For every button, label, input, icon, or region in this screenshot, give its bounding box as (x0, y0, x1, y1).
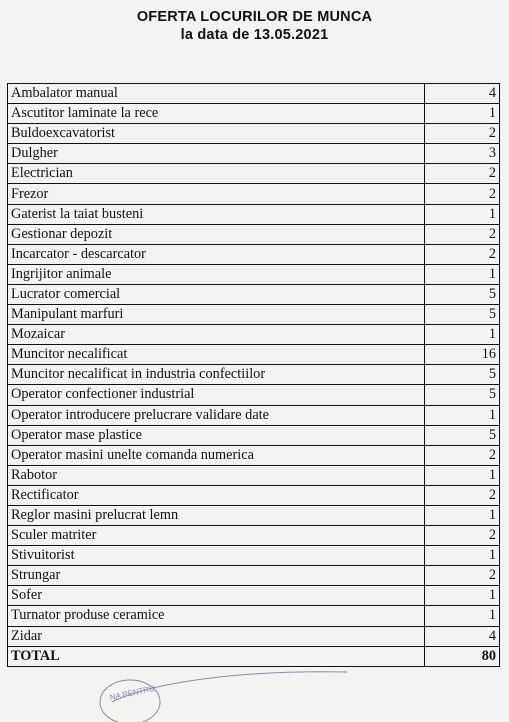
page-title: OFERTA LOCURILOR DE MUNCA (136, 9, 373, 25)
occupation-cell: Turnator produse ceramice (8, 606, 425, 626)
count-cell: 4 (425, 626, 500, 646)
occupation-cell: Zidar (8, 626, 425, 646)
table-row (8, 104, 500, 124)
count-cell: 2 (425, 566, 500, 586)
occupation-cell: Muncitor necalificat in industria confectiilor (8, 365, 425, 385)
table-row (8, 385, 500, 405)
count-cell: 1 (425, 104, 500, 124)
occupation-cell: Sculer matriter (8, 526, 425, 546)
table-row (8, 626, 500, 646)
stamp-seal (92, 662, 352, 722)
occupation-cell: Mozaicar (8, 325, 425, 345)
count-cell: 1 (425, 465, 500, 485)
occupation-cell: Dulgher (8, 144, 425, 164)
count-cell: 1 (425, 264, 500, 284)
table-row (8, 485, 500, 505)
occupation-cell: Ingrijitor animale (8, 264, 425, 284)
count-cell: 5 (425, 365, 500, 385)
count-cell: 5 (425, 284, 500, 304)
occupation-cell: Ambalator manual (8, 84, 425, 104)
table-row (8, 526, 500, 546)
table-row (8, 505, 500, 525)
total-label: TOTAL (8, 646, 425, 666)
occupation-cell: Muncitor necalificat (8, 345, 425, 365)
occupation-cell: Lucrator comercial (8, 284, 425, 304)
occupation-cell: Frezor (8, 184, 425, 204)
occupation-cell: Buldoexcavatorist (8, 124, 425, 144)
occupation-cell: Ascutitor laminate la rece (8, 104, 425, 124)
count-cell: 2 (425, 526, 500, 546)
count-cell: 2 (425, 124, 500, 144)
count-cell: 1 (425, 325, 500, 345)
page-subtitle: la data de 13.05.2021 (180, 27, 329, 43)
occupation-cell: Sofer (8, 586, 425, 606)
table-row (8, 465, 500, 485)
svg-text:NA PENTRU: NA PENTRU (108, 683, 156, 703)
table-row (8, 566, 500, 586)
table-row (8, 144, 500, 164)
table-row (8, 224, 500, 244)
count-cell: 16 (425, 345, 500, 365)
count-cell: 1 (425, 405, 500, 425)
count-cell: 1 (425, 204, 500, 224)
table-row (8, 546, 500, 566)
count-cell: 2 (425, 224, 500, 244)
table-row (8, 164, 500, 184)
table-row (8, 204, 500, 224)
count-cell: 2 (425, 164, 500, 184)
table-row (8, 184, 500, 204)
table-row (8, 405, 500, 425)
total-count: 80 (425, 646, 500, 666)
table-row (8, 124, 500, 144)
occupation-cell: Reglor masini prelucrat lemn (8, 505, 425, 525)
table-row (8, 606, 500, 626)
occupation-cell: Manipulant marfuri (8, 305, 425, 325)
table-row (8, 84, 500, 104)
table-row (8, 325, 500, 345)
count-cell: 5 (425, 425, 500, 445)
occupation-cell: Electrician (8, 164, 425, 184)
table-row (8, 264, 500, 284)
table-row (8, 305, 500, 325)
table-row (8, 445, 500, 465)
count-cell: 1 (425, 586, 500, 606)
occupation-cell: Operator introducere prelucrare validare date (8, 405, 425, 425)
count-cell: 3 (425, 144, 500, 164)
count-cell: 2 (425, 445, 500, 465)
count-cell: 2 (425, 184, 500, 204)
occupation-cell: Gaterist la taiat busteni (8, 204, 425, 224)
occupation-cell: Rectificator (8, 485, 425, 505)
occupation-cell: Gestionar depozit (8, 224, 425, 244)
table-row (8, 425, 500, 445)
count-cell: 5 (425, 305, 500, 325)
occupation-cell: Stivuitorist (8, 546, 425, 566)
count-cell: 1 (425, 505, 500, 525)
occupation-cell: Incarcator - descarcator (8, 244, 425, 264)
occupation-cell: Rabotor (8, 465, 425, 485)
occupation-cell: Operator confectioner industrial (8, 385, 425, 405)
count-cell: 5 (425, 385, 500, 405)
count-cell: 2 (425, 244, 500, 264)
table-row (8, 244, 500, 264)
count-cell: 2 (425, 485, 500, 505)
table-row (8, 284, 500, 304)
occupation-cell: Operator mase plastice (8, 425, 425, 445)
count-cell: 4 (425, 84, 500, 104)
occupation-cell: Operator masini unelte comanda numerica (8, 445, 425, 465)
table-row (8, 345, 500, 365)
occupation-cell: Strungar (8, 566, 425, 586)
table-row (8, 365, 500, 385)
job-offers-table (7, 83, 500, 667)
count-cell: 1 (425, 606, 500, 626)
table-row (8, 586, 500, 606)
count-cell: 1 (425, 546, 500, 566)
